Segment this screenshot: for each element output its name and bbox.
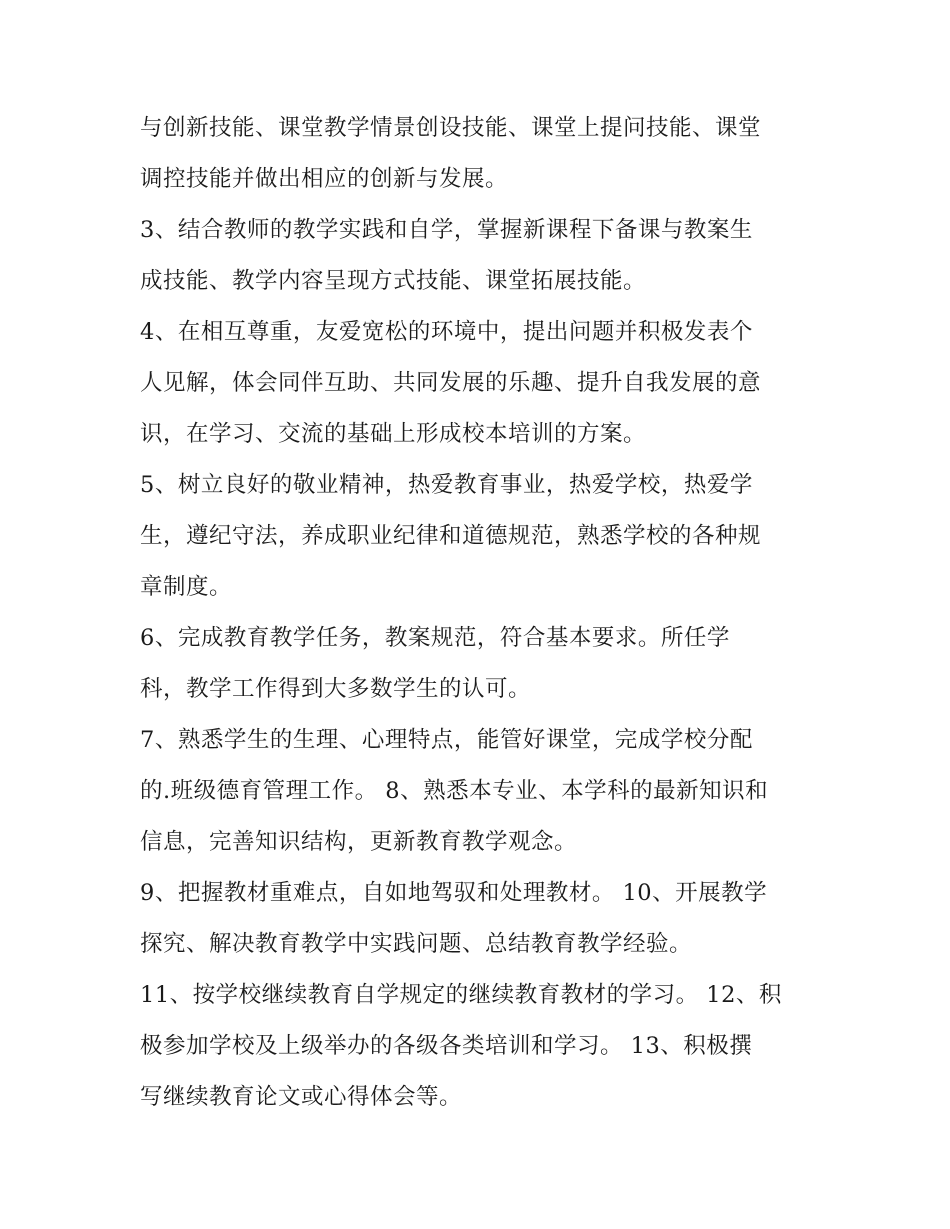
text-line: 章制度。 [140, 574, 233, 600]
text-line: 生，遵纪守法，养成职业纪律和道德规范，熟悉学校的各种规 [140, 523, 762, 549]
text-line: 识，在学习、交流的基础上形成校本培训的方案。 [140, 421, 647, 447]
document-body [140, 103, 820, 1123]
text-line: 调控技能并做出相应的创新与发展。 [140, 166, 509, 192]
text-line: 4、在相互尊重，友爱宽松的环境中，提出问题并积极发表个 [140, 319, 753, 345]
text-line: 5、树立良好的敬业精神，热爱教育事业，热爱学校，热爱学 [140, 472, 753, 498]
text-line: 的.班级德育管理工作。 8、熟悉本专业、本学科的最新知识和 [140, 778, 769, 804]
text-line: 6、完成教育教学任务，教案规范，符合基本要求。所任学 [140, 625, 730, 651]
text-line: 人见解，体会同伴互助、共同发展的乐趣、提升自我发展的意 [140, 370, 762, 396]
text-line: 3、结合教师的教学实践和自学，掌握新课程下备课与教案生 [140, 217, 753, 243]
text-line: 科，教学工作得到大多数学生的认可。 [140, 676, 532, 702]
text-line: 信息，完善知识结构，更新教育教学观念。 [140, 829, 578, 855]
text-line: 7、熟悉学生的生理、心理特点，能管好课堂，完成学校分配 [140, 727, 753, 753]
text-line: 11、按学校继续教育自学规定的继续教育教材的学习。 12、积 [140, 982, 782, 1008]
text-line: 写继续教育论文或心得体会等。 [140, 1084, 463, 1110]
text-line: 成技能、教学内容呈现方式技能、课堂拓展技能。 [140, 268, 647, 294]
text-line: 探究、解决教育教学中实践问题、总结教育教学经验。 [140, 931, 693, 957]
text-line: 极参加学校及上级举办的各级各类培训和学习。 13、积极撰 [140, 1033, 753, 1059]
text-line: 9、把握教材重难点，自如地驾驭和处理教材。 10、开展教学 [140, 880, 768, 906]
text-line: 与创新技能、课堂教学情景创设技能、课堂上提问技能、课堂 [140, 115, 762, 141]
